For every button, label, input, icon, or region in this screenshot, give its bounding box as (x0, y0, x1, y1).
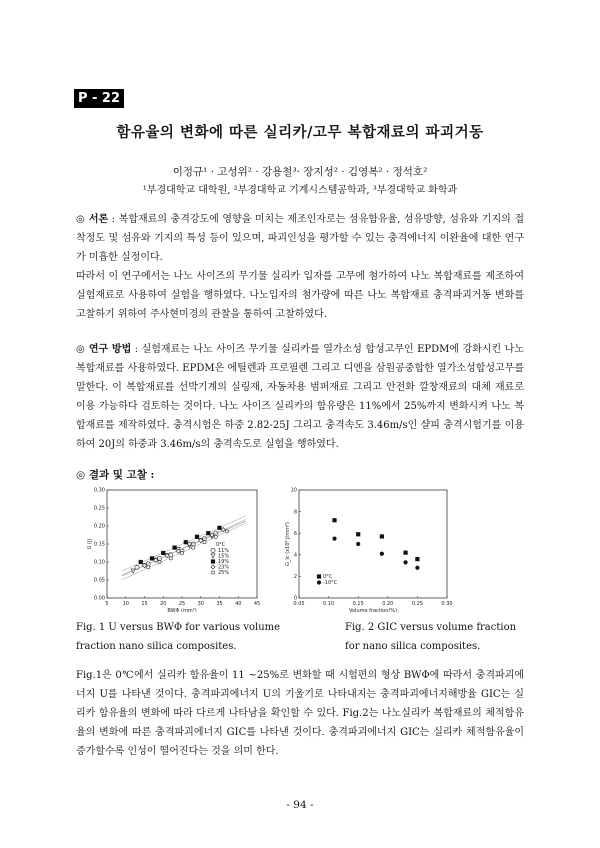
data-point (172, 546, 176, 550)
x-tick-label: 0.30 (441, 601, 453, 607)
legend-title: 0°C (216, 542, 226, 548)
x-tick-label: 0.05 (293, 601, 305, 607)
data-point (415, 566, 419, 570)
data-point (221, 528, 225, 532)
intro-section (76, 210, 524, 324)
x-axis-label: Volume fraction(%) (348, 608, 398, 612)
y-tick-label: 0.15 (93, 541, 105, 548)
conclusion-paragraph: Fig.1은 0℃에서 실리카 함유율이 11 ~25%로 변화할 때 시험편의 형상 BWΦ에 따라서 충격파괴에너지 U를 나타낸 것이다. 충격파괴에너지 U의 기울기로 나타내지는 충격파괴에너지해방율 GIC는 실리카 함유율의 변화에 따라 다르게 나타남을 확인할 수 있다. Fig.2는 나노실리카 복합재료의 체적함유율의 변화에 따른 충격파괴에너지 GIC를 나타낸 것이다. 충격파괴에너지 GIC는 실리카 체적함유율이 증가할수록 인성이 떨어진다는 것을 의미 한다. (76, 670, 524, 757)
x-tick-label: 0.20 (382, 601, 394, 607)
data-point (158, 560, 161, 563)
intro-heading: ◎ 서론 (76, 214, 109, 225)
y-tick-label: 10 (290, 487, 297, 494)
data-point (169, 557, 172, 560)
x-tick-label: 0.10 (323, 601, 335, 607)
legend-label: 15% (218, 553, 230, 560)
affiliations: ¹부경대학교 대학원, ²부경대학교 기계시스템공학과, ³부경대학교 화학과 (142, 185, 458, 196)
data-point (139, 560, 143, 564)
x-tick-label: 20 (160, 601, 167, 607)
x-tick-label: 30 (197, 601, 204, 607)
data-point (225, 530, 228, 533)
method-heading: ◎ 연구 방법 (76, 344, 132, 355)
x-tick-label: 10 (122, 601, 129, 607)
data-point (403, 551, 407, 555)
y-axis-label: G_Ic (x10³ J/mm²) (285, 522, 291, 566)
y-tick-label: 0.10 (93, 559, 105, 566)
plot-frame (299, 490, 447, 598)
x-tick-label: 5 (105, 601, 109, 607)
method-section (76, 340, 524, 454)
plot-frame (107, 490, 257, 598)
y-tick-label: 0.05 (93, 577, 105, 584)
data-point (217, 526, 221, 530)
figure-1-chart (82, 484, 262, 612)
y-tick-label: 8 (293, 509, 297, 516)
data-point (195, 535, 199, 539)
data-point (380, 552, 384, 556)
figure-2-caption: Fig. 2 GIC versus volume fraction for nano silica composites. (345, 622, 517, 652)
legend-label: 25% (218, 570, 230, 576)
method-body: : 실험재료는 나노 사이즈 무기물 실리카를 열가소성 합성고무인 EPDM에 강화시킨 나노 복합재료를 사용하였다. EPDM은 에틸렌과 프로필렌 그리고 디엔을 삼원공중합한 열가소성합성고무를 말한다. 이 복합재료를 선박기계의 실링재, 자동차용 범퍼재료 그리고 안전화 깔창재료의 대체 재료로 이용 가능하다 검토하는 것이다. 나노 사이즈 실리카의 함유량은 11%에서 25%까지 변화시켜 나노 복합재료를 제작하였다. 충격시험은 하중 2.82-25J 그리고 충격속도 3.46m/s인 샬피 충격시험기를 이용 하여 20J의 하중과 3.46m/s의 충격속도로 실험을 행하였다. (76, 344, 524, 450)
data-point (214, 535, 217, 538)
author-list: 이정규¹ · 고성위² · 강용철³· 장지성² · 김영복² · 정석호² (172, 166, 428, 178)
legend-marker (211, 559, 215, 563)
data-point (415, 557, 419, 561)
legend-marker (317, 580, 321, 584)
data-point (150, 556, 154, 560)
x-tick-label: 0.25 (411, 601, 423, 607)
x-axis-label: BWΦ (mm²) (167, 608, 197, 612)
x-tick-label: 0.15 (352, 601, 364, 607)
legend-marker (211, 548, 215, 552)
figure-1 (82, 484, 262, 612)
figure-2-chart (285, 484, 455, 612)
x-tick-label: 25 (178, 601, 186, 607)
x-tick-label: 35 (216, 601, 223, 607)
data-point (161, 551, 165, 555)
paper-id-badge: P - 22 (74, 89, 124, 108)
figure-1-caption: Fig. 1 U versus BWΦ for various volume fraction nano silica composites. (76, 622, 281, 652)
y-tick-label: 6 (293, 530, 297, 537)
intro-body: : 복합재료의 충격강도에 영향을 미치는 제조인자로는 섬유함유율, 섬유방향, 섬유와 기지의 접착정도 및 섬유와 기지의 특성 등이 있으며, 파괴인성을 평가할 수 있는 충격에너지 이완율에 대한 연구가 미흡한 실정이다. (76, 214, 524, 263)
legend-label: -10°C (323, 580, 338, 586)
data-point (403, 560, 407, 564)
legend-marker (211, 571, 214, 574)
data-point (356, 542, 360, 546)
data-point (380, 534, 384, 538)
y-tick-label: 0.25 (93, 505, 105, 512)
data-point (184, 540, 188, 544)
y-tick-label: 0.00 (93, 595, 105, 602)
data-point (356, 532, 360, 536)
data-point (203, 541, 206, 544)
legend-label: 19% (218, 559, 230, 565)
y-tick-label: 2 (293, 574, 297, 581)
data-point (332, 518, 336, 522)
results-heading: ◎ 결과 및 고찰 : (76, 469, 155, 481)
page-number: - 94 - (286, 799, 314, 811)
x-tick-label: 45 (253, 601, 261, 607)
data-point (180, 551, 183, 554)
data-point (192, 546, 195, 549)
data-point (332, 537, 336, 541)
figure-2 (285, 484, 455, 612)
paper-title: 함유율의 변화에 따른 실리카/고무 복합재료의 파괴거동 (116, 124, 484, 141)
y-axis-label: U (J) (87, 538, 93, 550)
data-point (147, 566, 150, 569)
x-tick-label: 15 (141, 601, 148, 607)
x-tick-label: 40 (235, 601, 242, 607)
y-tick-label: 0 (293, 595, 297, 602)
legend-marker (211, 554, 215, 558)
intro-body-2: 따라서 이 연구에서는 나노 사이즈의 무기물 실리카 입자를 고무에 첨가하여 나노 복합재료를 제조하여 실험재료로 사용하여 실험을 행하였다. 나노입자의 첨가량에 따른 나노 복합재료 충격파괴거동 변화를 고찰하기 위하여 주사현미경의 관찰을 통하여 고찰하였다. (76, 271, 524, 320)
y-tick-label: 0.30 (93, 487, 105, 494)
y-tick-label: 0.20 (93, 523, 105, 530)
legend-label: 11% (218, 548, 230, 554)
legend-marker (317, 574, 321, 578)
data-point (206, 531, 210, 535)
legend-label: 0°C (323, 574, 333, 580)
legend-marker (211, 565, 215, 569)
y-tick-label: 4 (293, 552, 297, 559)
legend-label: 23% (218, 564, 230, 571)
